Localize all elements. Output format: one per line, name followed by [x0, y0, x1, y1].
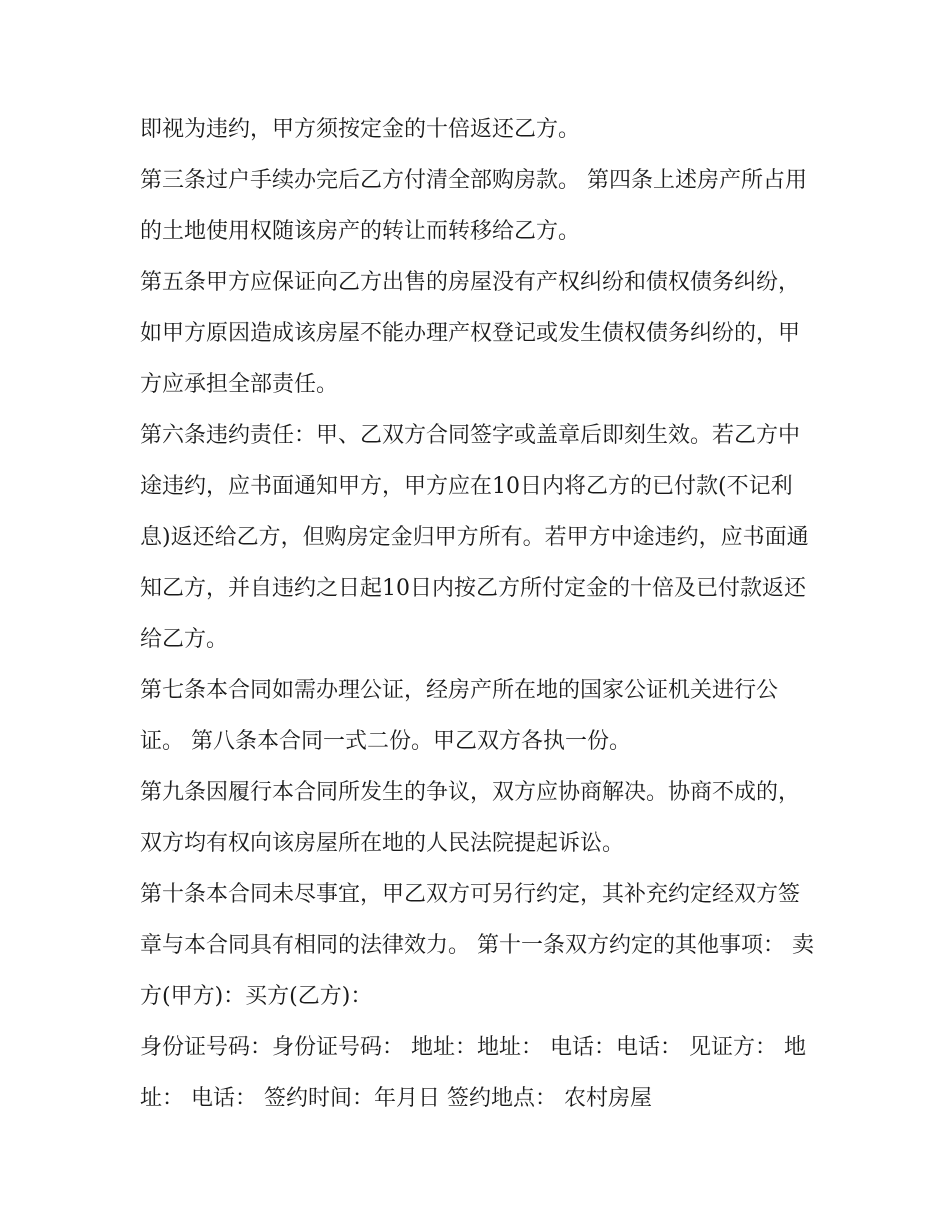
- paragraph-article-6: 第六条违约责任：甲、乙双方合同签字或盖章后即刻生效。若乙方中途违约，应书面通知甲方，甲方应在10日内将乙方的已付款(不记利息)返还给乙方，但购房定金归甲方所有。若甲方中途违约，应书面通知乙方，并自违约之日起10日内按乙方所付定金的十倍及已付款返还给乙方。: [140, 423, 809, 652]
- paragraph-article-5: 第五条甲方应保证向乙方出售的房屋没有产权纠纷和债权债务纠纷，如甲方原因造成该房屋不能办理产权登记或发生债权债务纠纷的，甲方应承担全部责任。: [140, 270, 801, 397]
- paragraph-article-10-11: 第十条本合同未尽事宜，甲乙双方可另行约定，其补充约定经双方签章与本合同具有相同的法律效力。 第十一条双方约定的其他事项： 卖方(甲方)：买方(乙方)：: [140, 882, 814, 1009]
- paragraph-signature-fields: 身份证号码：身份证号码： 地址：地址： 电话：电话： 见证方： 地址： 电话： 签约时间：年月日 签约地点： 农村房屋: [140, 1035, 806, 1111]
- paragraph-article-7-8: 第七条本合同如需办理公证，经房产所在地的国家公证机关进行公证。 第八条本合同一式二份。甲乙双方各执一份。: [140, 678, 779, 754]
- paragraph-article-9: 第九条因履行本合同所发生的争议，双方应协商解决。协商不成的，双方均有权向该房屋所在地的人民法院提起诉讼。: [140, 780, 801, 856]
- paragraph-article-3-4: 第三条过户手续办完后乙方付清全部购房款。 第四条上述房产所占用的土地使用权随该房产的转让而转移给乙方。: [140, 168, 807, 244]
- document-body: [140, 104, 820, 1124]
- paragraph-penalty-continuation: 即视为违约，甲方须按定金的十倍返还乙方。: [140, 117, 581, 142]
